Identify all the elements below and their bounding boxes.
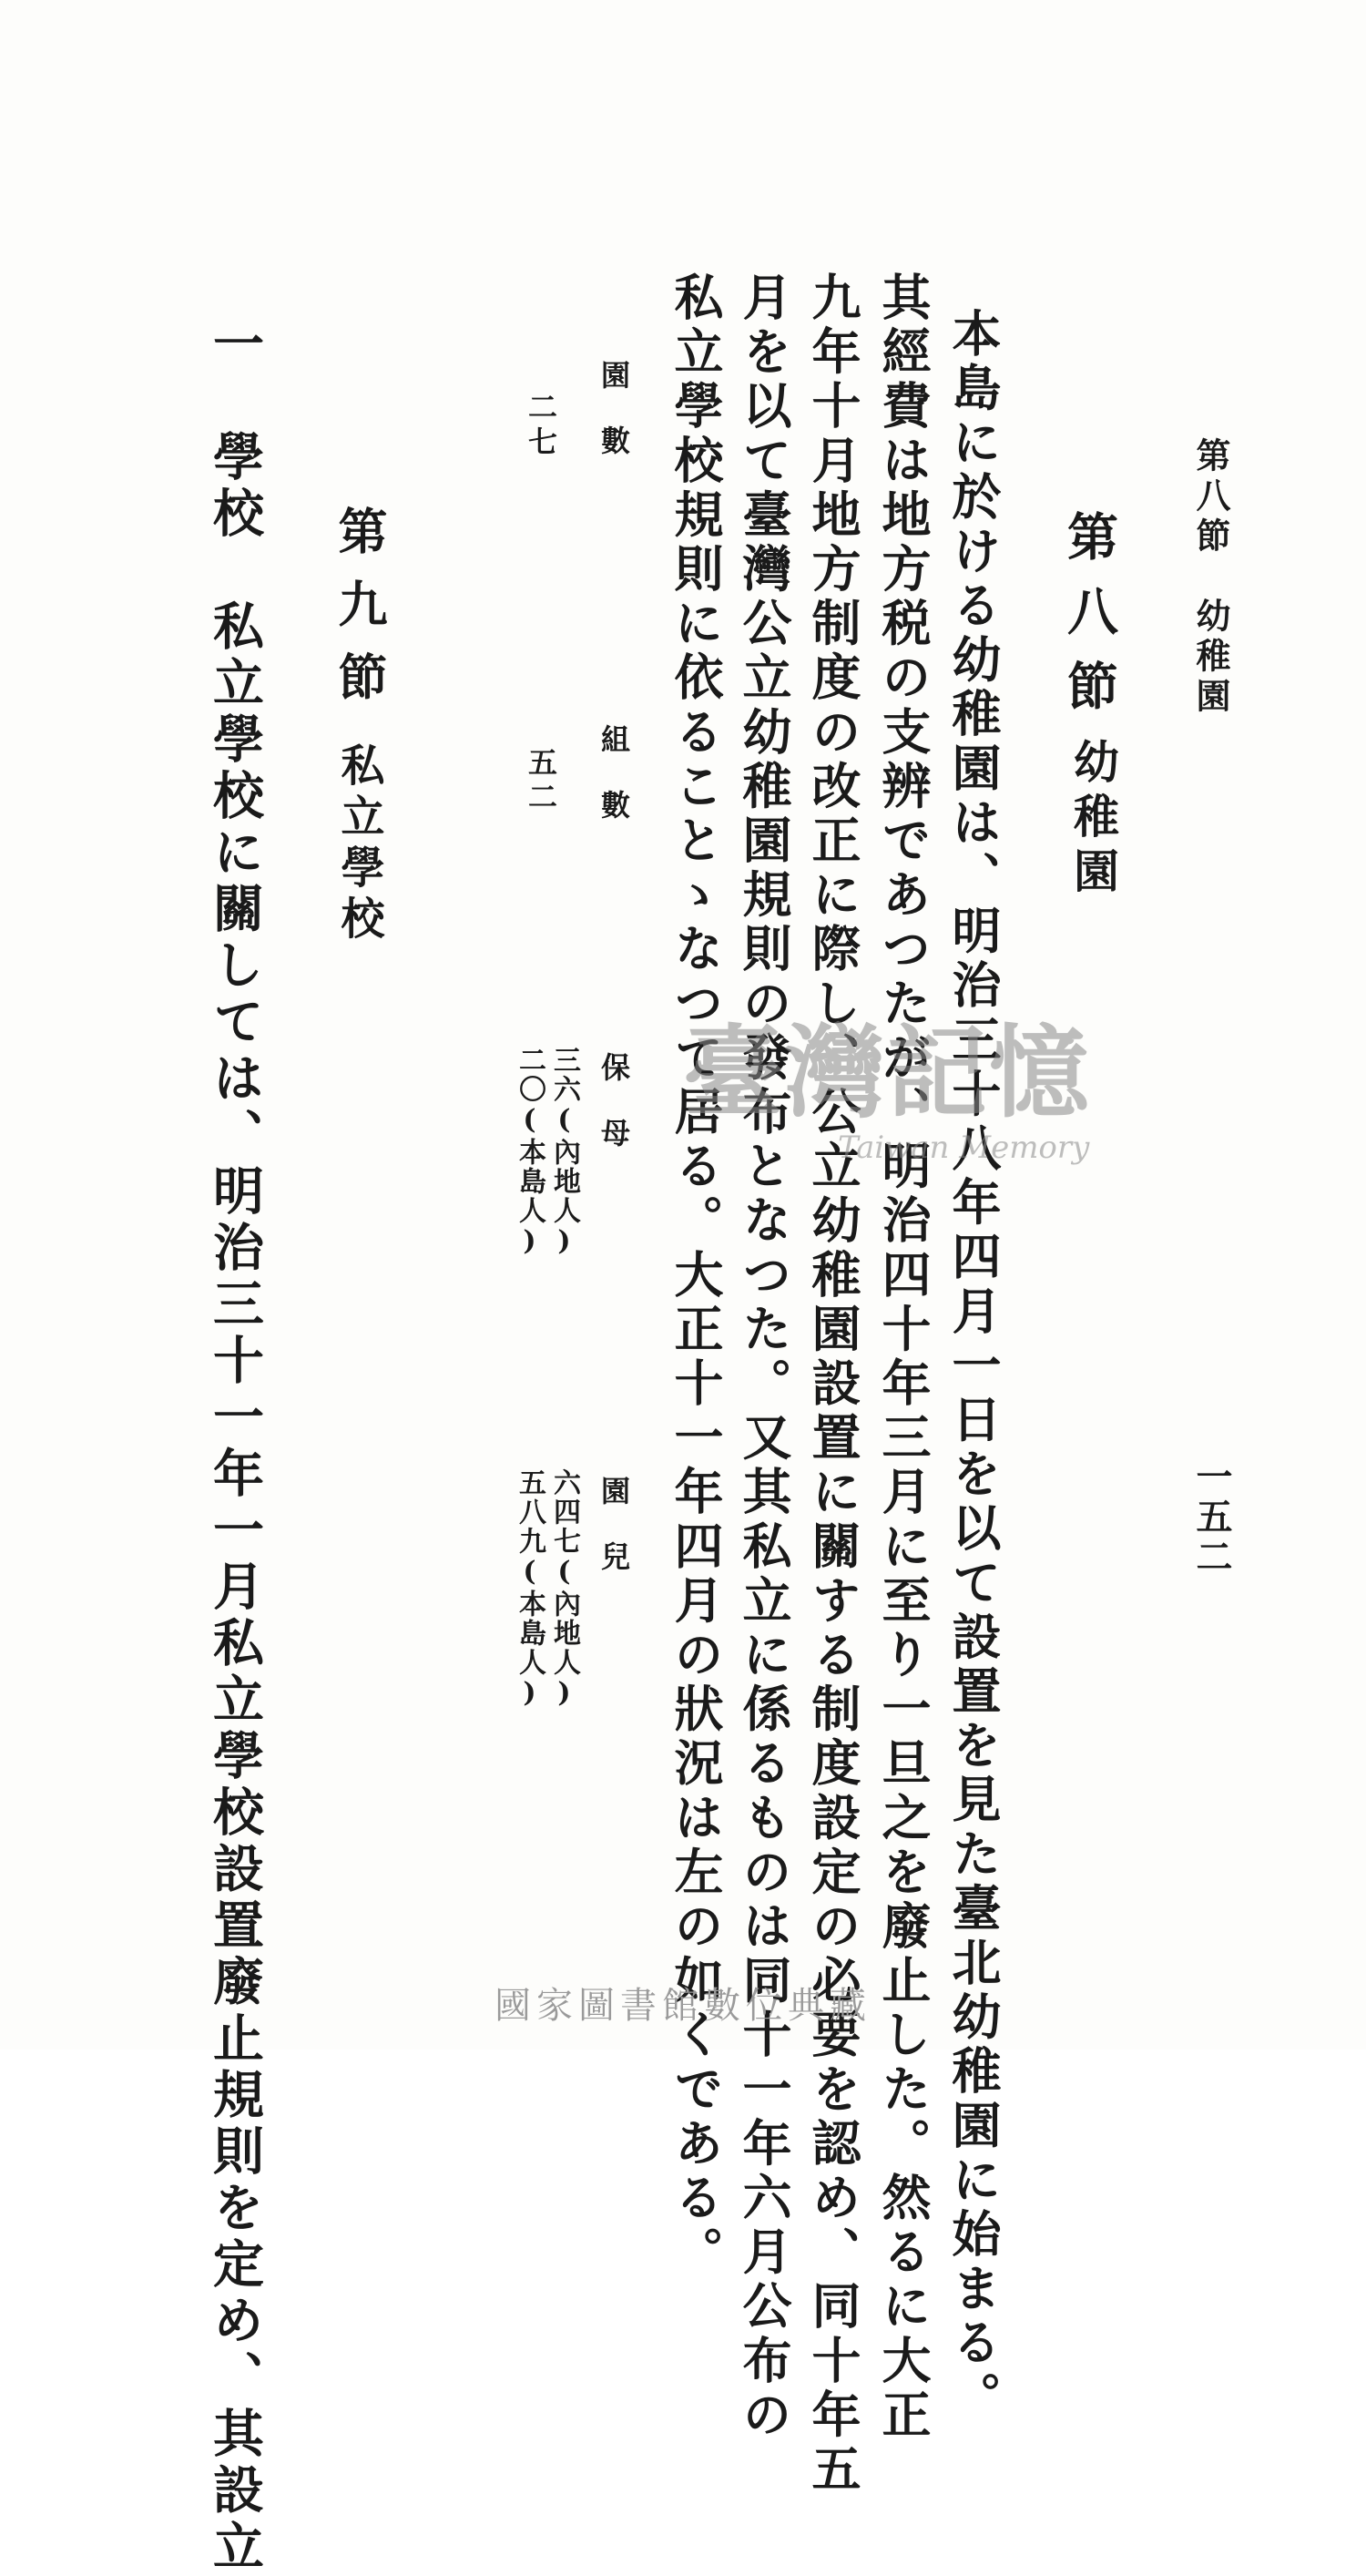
table-value-kindergartens: 二七 [524, 392, 558, 461]
item-line: 一 學校 私立學校に關しては、明治三十一年一月私立學校設置廢止規則を定め、其設立 [205, 317, 265, 2576]
watermark-chinese: 臺灣記憶 [683, 1014, 1091, 1131]
table-value-children-island: 五八九(本島人) [514, 1468, 545, 1711]
table-header-kindergartens: 園數 [596, 360, 631, 491]
body-line: 其經費は地方税の支辨であつたが、明治四十年三月に至り一旦之を廢止した。然るに大正 [874, 271, 933, 2443]
section-9-title: 私立學校 [333, 742, 384, 946]
page-number: 一五二 [1190, 1457, 1233, 1578]
table-header-classes: 組數 [596, 724, 631, 855]
table-value-classes: 五二 [524, 747, 558, 816]
table-value-teachers-mainland: 三六(內地人) [548, 1046, 580, 1259]
section-9-number: 第九節 [331, 506, 389, 724]
body-line: 私立學校規則に依ることゝなつて居る。大正十一年四月の狀況は左の如くである。 [667, 271, 725, 2281]
table-value-children-mainland: 六四七(內地人) [548, 1468, 580, 1711]
taiwan-memory-watermark [683, 993, 1120, 1175]
body-line: 本島に於ける幼稚園は、明治三十八年四月一日を以て設置を見た臺北幼稚園に始まる。 [944, 308, 1003, 2426]
watermark-english: Taiwan Memory [838, 1130, 1090, 1166]
table-header-children: 園兒 [596, 1476, 631, 1607]
body-line: 月を以て臺灣公立幼稚園規則の發布となつた。又其私立に係るものは同十一年六月公布の [735, 271, 793, 2443]
section-8-number: 第八節 [1059, 510, 1119, 734]
section-8-title: 幼稚園 [1066, 738, 1120, 902]
running-head: 第八節 幼稚園 [1190, 437, 1231, 718]
body-line: 九年十月地方制度の改正に際し、公立幼稚園設置に關する制度設定の必要を認め、同十年五 [804, 271, 862, 2498]
table-header-teachers: 保母 [596, 1052, 631, 1183]
footer-credit: 國家圖書館數位典藏 [494, 1985, 872, 2027]
table-value-teachers-island: 二〇(本島人) [514, 1046, 545, 1259]
